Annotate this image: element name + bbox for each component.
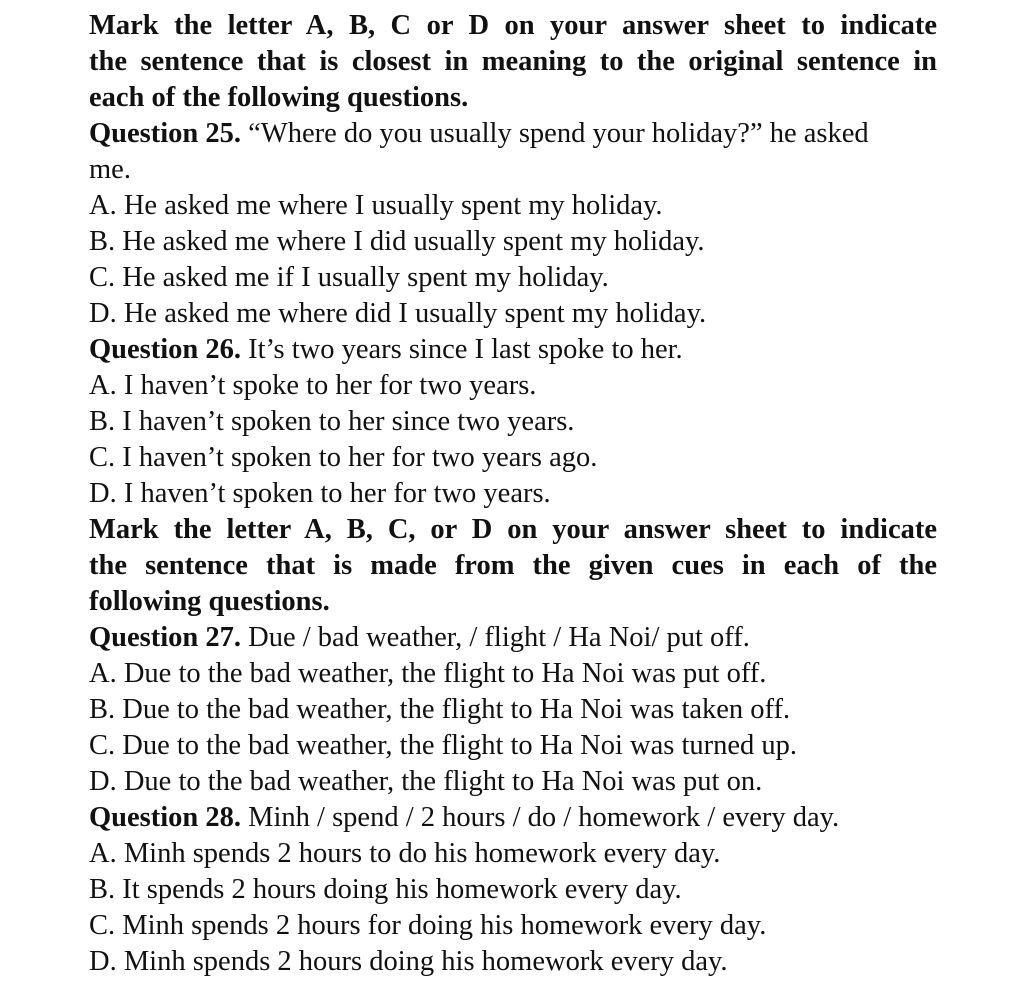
question-stem	[89, 800, 937, 836]
question-label: Question 27.	[89, 622, 242, 653]
document-page	[89, 8, 937, 980]
question-26	[89, 332, 937, 512]
question-label: Question 28.	[89, 802, 242, 833]
question-label: Question 25.	[89, 118, 242, 149]
option-d: D. Due to the bad weather, the flight to Ha Noi was put on.	[89, 766, 763, 797]
instruction-line: Mark the letter A, B, C or D on your answer sheet to indicate	[89, 10, 937, 41]
question-text-continued: me.	[89, 154, 131, 185]
question-stem	[89, 116, 937, 152]
question-27	[89, 620, 937, 800]
question-text: “Where do you usually spend your holiday?” he asked	[241, 118, 869, 149]
question-text: Minh / spend / 2 hours / do / homework / every day.	[241, 802, 840, 833]
option-d: D. I haven’t spoken to her for two years.	[89, 478, 551, 509]
option-d: D. Minh spends 2 hours doing his homework every day.	[89, 946, 728, 977]
question-label: Question 26.	[89, 334, 242, 365]
option-b: B. It spends 2 hours doing his homework every day.	[89, 874, 682, 905]
option-c: C. Due to the bad weather, the flight to Ha Noi was turned up.	[89, 730, 798, 761]
instruction-line: Mark the letter A, B, C, or D on your answer sheet to indicate	[89, 514, 937, 545]
question-stem	[89, 620, 937, 656]
question-text: It’s two years since I last spoke to her.	[241, 334, 683, 365]
option-a: A. Due to the bad weather, the flight to Ha Noi was put off.	[89, 658, 767, 689]
question-stem	[89, 332, 937, 368]
instruction-line: following questions.	[89, 586, 330, 617]
instruction-line: the sentence that is closest in meaning to the original sentence in	[89, 46, 937, 77]
option-c: C. I haven’t spoken to her for two years ago.	[89, 442, 598, 473]
question-text: Due / bad weather, / flight / Ha Noi/ put off.	[241, 622, 750, 653]
option-b: B. I haven’t spoken to her since two years.	[89, 406, 575, 437]
option-a: A. Minh spends 2 hours to do his homework every day.	[89, 838, 721, 869]
question-25	[89, 116, 937, 332]
option-c: C. Minh spends 2 hours for doing his homework every day.	[89, 910, 767, 941]
option-a: A. He asked me where I usually spent my holiday.	[89, 190, 663, 221]
section1-instruction	[89, 8, 937, 116]
option-d: D. He asked me where did I usually spent my holiday.	[89, 298, 707, 329]
question-28	[89, 800, 937, 980]
instruction-line: the sentence that is made from the given cues in each of the	[89, 550, 937, 581]
option-b: B. Due to the bad weather, the flight to Ha Noi was taken off.	[89, 694, 791, 725]
section2-instruction	[89, 512, 937, 620]
option-b: B. He asked me where I did usually spent my holiday.	[89, 226, 705, 257]
option-a: A. I haven’t spoke to her for two years.	[89, 370, 537, 401]
option-c: C. He asked me if I usually spent my holiday.	[89, 262, 609, 293]
instruction-line: each of the following questions.	[89, 82, 469, 113]
